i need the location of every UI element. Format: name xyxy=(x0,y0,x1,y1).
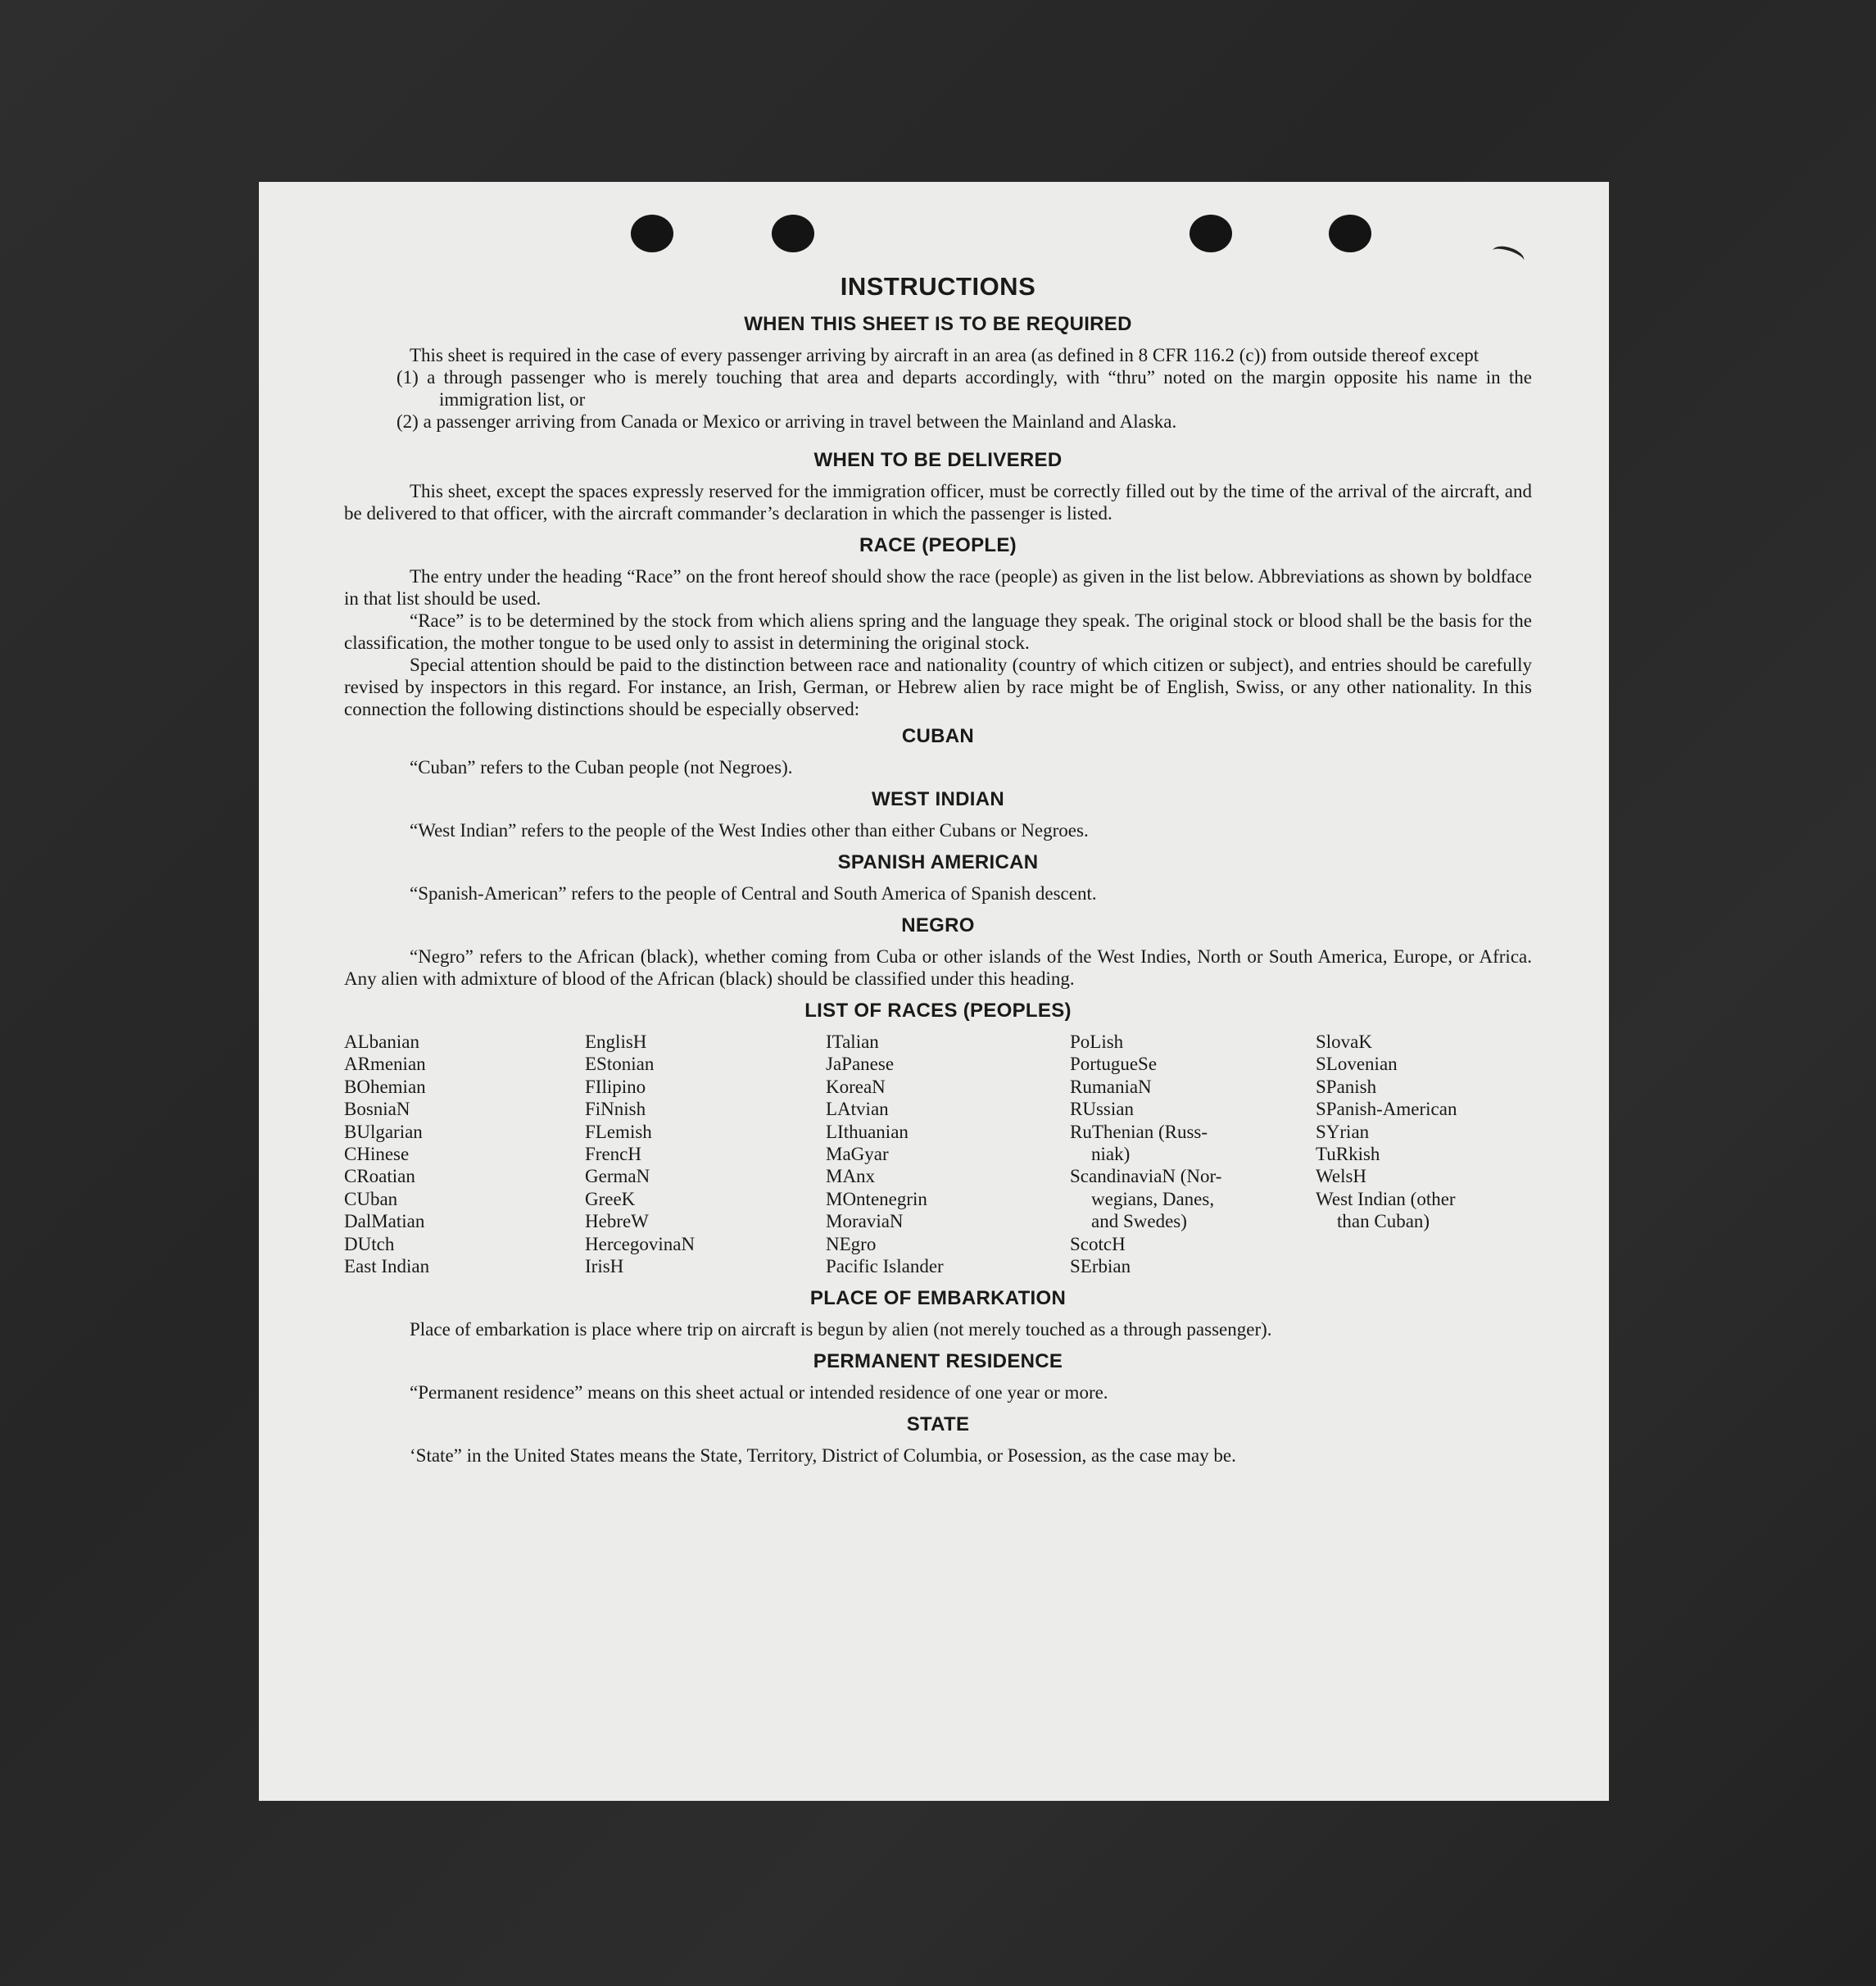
list-item: ARmenian xyxy=(344,1054,426,1075)
state-paragraph: ‘State” in the United States means the State, Territory, District of Columbia, or Posession, as the case may be. xyxy=(410,1445,1236,1467)
list-item: FIlipino xyxy=(585,1076,646,1097)
section-heading-embarkation: PLACE OF EMBARKATION xyxy=(809,1287,1067,1310)
list-item: SYrian xyxy=(1316,1121,1370,1142)
races-column-3 xyxy=(826,1031,1070,1277)
required-item-2: (2) a passenger arriving from Canada or Mexico or arriving in travel between the Mainland and Alaska. xyxy=(396,411,1177,432)
document-content xyxy=(344,272,1532,1467)
list-item: MoraviaN xyxy=(826,1211,904,1232)
negro-paragraph: “Negro” refers to the African (black), whether coming from Cuba or other islands of the West Indies, North or South America, Europe, or Africa. Any alien with admixture of blood of the African (black) should be classified under this heading. xyxy=(344,946,1532,989)
races-column-4 xyxy=(1070,1031,1316,1277)
list-item: ScotcH xyxy=(1070,1233,1126,1254)
list-item: BosniaN xyxy=(344,1099,410,1120)
list-item: RumaniaN xyxy=(1070,1076,1152,1097)
punch-hole-icon xyxy=(1329,215,1371,252)
list-item: GreeK xyxy=(585,1188,636,1209)
list-item: CHinese xyxy=(344,1144,410,1165)
section-heading-race: RACE (PEOPLE) xyxy=(859,534,1017,556)
list-item: and Swedes) xyxy=(1091,1211,1187,1232)
list-item: SPanish-American xyxy=(1316,1099,1457,1120)
delivered-paragraph: This sheet, except the spaces expressly reserved for the immigration officer, must be correctly filled out by the time of the arrival of the aircraft, and be delivered to that officer, with the aircraft commander’s declaration in which the passenger is listed. xyxy=(344,481,1532,524)
list-item: MOntenegrin xyxy=(826,1188,927,1209)
list-item: ITalian xyxy=(826,1032,879,1052)
section-heading-delivered: WHEN TO BE DELIVERED xyxy=(813,449,1063,471)
list-item: SlovaK xyxy=(1316,1032,1372,1052)
list-item: MAnx xyxy=(826,1166,876,1187)
races-column-2 xyxy=(585,1031,826,1277)
list-item: ALbanian xyxy=(344,1032,419,1052)
list-item: than Cuban) xyxy=(1337,1211,1430,1232)
required-item-1: (1) a through passenger who is merely touching that area and departs accordingly, with “thru” noted on the margin opposite his name in the immigration list, or xyxy=(396,367,1532,410)
list-item: FiNnish xyxy=(585,1099,646,1120)
punch-hole-icon xyxy=(1189,215,1232,252)
list-item: East Indian xyxy=(344,1256,430,1277)
races-column-1 xyxy=(344,1031,585,1277)
list-item: TuRkish xyxy=(1316,1144,1380,1165)
list-item: WelsH xyxy=(1316,1166,1367,1187)
punch-hole-icon xyxy=(772,215,814,252)
list-item: Pacific Islander xyxy=(826,1256,944,1277)
west-indian-paragraph: “West Indian” refers to the people of the West Indies other than either Cubans or Negroes. xyxy=(410,820,1089,841)
cuban-paragraph: “Cuban” refers to the Cuban people (not Negroes). xyxy=(410,757,793,778)
list-item: West Indian (other xyxy=(1316,1188,1456,1209)
residence-paragraph: “Permanent residence” means on this sheet actual or intended residence of one year or more. xyxy=(410,1382,1108,1403)
embarkation-paragraph: Place of embarkation is place where trip on aircraft is begun by alien (not merely touched as a through passenger). xyxy=(410,1319,1272,1340)
races-column-5 xyxy=(1316,1031,1532,1277)
section-heading-spanish-american: SPANISH AMERICAN xyxy=(837,851,1039,873)
list-item: MaGyar xyxy=(826,1144,889,1165)
section-heading-state: STATE xyxy=(906,1413,970,1436)
list-item: JaPanese xyxy=(826,1054,895,1075)
punch-hole-icon xyxy=(631,215,673,252)
list-item: BUlgarian xyxy=(344,1121,423,1142)
list-item: RuThenian (Russ- xyxy=(1070,1121,1208,1142)
list-item: SLovenian xyxy=(1316,1054,1398,1075)
list-item: NEgro xyxy=(826,1233,877,1254)
section-heading-negro: NEGRO xyxy=(901,914,975,936)
list-item: EnglisH xyxy=(585,1032,647,1052)
list-item: PortugueSe xyxy=(1070,1054,1158,1075)
list-item: CRoatian xyxy=(344,1166,415,1187)
list-item: wegians, Danes, xyxy=(1091,1188,1215,1209)
race-paragraph-3: Special attention should be paid to the distinction between race and nationality (country of which citizen or subject), and entries should be carefully revised by inspectors in this regard. For instance, an Irish, German, or Hebrew alien by race might be of English, Swiss, or any other nationality. In this connection the following distinctions should be especially observed: xyxy=(344,655,1532,719)
race-paragraph-2: “Race” is to be determined by the stock from which aliens spring and the language they speak. The original stock or blood shall be the basis for the classification, the mother tongue to be used only to assist in determining the original stock. xyxy=(344,610,1532,653)
list-item: GermaN xyxy=(585,1166,650,1187)
section-heading-list-of-races: LIST OF RACES (PEOPLES) xyxy=(804,1000,1072,1022)
page-title: INSTRUCTIONS xyxy=(840,272,1036,301)
list-item: DalMatian xyxy=(344,1211,425,1232)
list-item: IrisH xyxy=(585,1256,624,1277)
spanish-american-paragraph: “Spanish-American” refers to the people of Central and South America of Spanish descent. xyxy=(410,883,1097,904)
section-heading-residence: PERMANENT RESIDENCE xyxy=(813,1350,1063,1373)
list-item: SErbian xyxy=(1070,1256,1131,1277)
section-heading-west-indian: WEST INDIAN xyxy=(872,788,1004,810)
list-item: RUssian xyxy=(1070,1099,1134,1120)
list-item: KoreaN xyxy=(826,1076,886,1097)
list-item: BOhemian xyxy=(344,1076,426,1097)
list-item: PoLish xyxy=(1070,1032,1124,1052)
list-item: FLemish xyxy=(585,1121,652,1142)
list-item: HercegovinaN xyxy=(585,1233,696,1254)
list-item: SPanish xyxy=(1316,1076,1377,1097)
race-paragraph-1: The entry under the heading “Race” on the front hereof should show the race (people) as given in the list below. Abbreviations as shown by boldface in that list should be used. xyxy=(344,566,1532,609)
list-item: LIthuanian xyxy=(826,1121,909,1142)
list-item: DUtch xyxy=(344,1233,395,1254)
required-paragraph: This sheet is required in the case of every passenger arriving by aircraft in an area (as defined in 8 CFR 116.2 (c)) from outside thereof except xyxy=(410,345,1480,365)
document-sheet xyxy=(259,182,1609,1801)
list-item: LAtvian xyxy=(826,1099,889,1120)
races-list xyxy=(344,1031,1532,1277)
section-heading-required: WHEN THIS SHEET IS TO BE REQUIRED xyxy=(744,313,1132,335)
list-item: niak) xyxy=(1091,1144,1131,1165)
staple-icon xyxy=(1490,243,1526,268)
list-item: EStonian xyxy=(585,1054,655,1075)
section-heading-cuban: CUBAN xyxy=(901,725,975,747)
list-item: ScandinaviaN (Nor- xyxy=(1070,1166,1222,1187)
list-item: FrencH xyxy=(585,1144,641,1165)
list-item: HebreW xyxy=(585,1211,649,1232)
list-item: CUban xyxy=(344,1188,398,1209)
